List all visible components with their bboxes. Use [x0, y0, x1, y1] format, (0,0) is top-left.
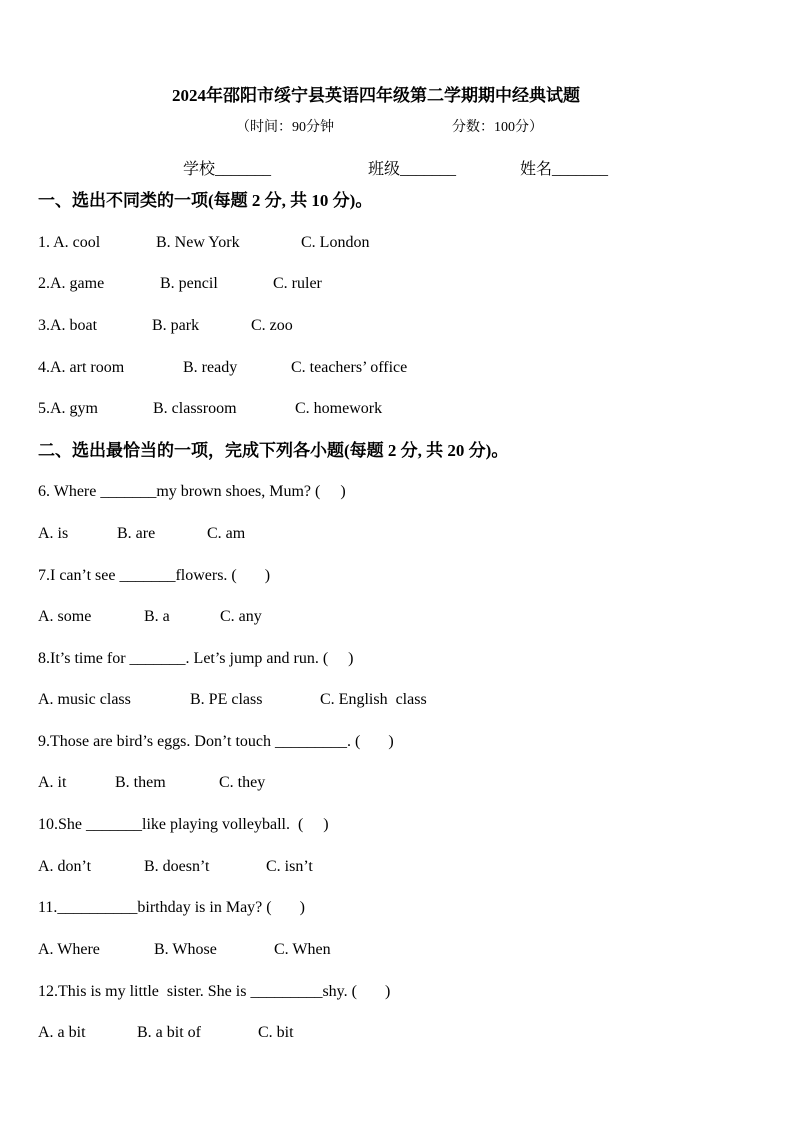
option-a[interactable]: A. is [38, 525, 69, 542]
option-b[interactable]: B. classroom [153, 400, 237, 417]
option-a[interactable]: 1. A. cool [38, 234, 101, 251]
option-c[interactable]: C. isn’t [266, 858, 313, 875]
option-c[interactable]: C. bit [258, 1024, 294, 1041]
name-field[interactable]: 姓名_______ [520, 161, 609, 178]
option-c[interactable]: C. zoo [251, 317, 293, 334]
option-a[interactable]: 2.A. game [38, 275, 105, 292]
option-b[interactable]: B. doesn’t [144, 858, 210, 875]
question-stem: 8.It’s time for _______. Let’s jump and run. ( ) [38, 650, 354, 667]
school-field[interactable]: 学校_______ [183, 161, 272, 178]
question-stem: 11.__________birthday is in May? ( ) [38, 899, 305, 916]
class-field[interactable]: 班级_______ [368, 161, 457, 178]
option-a[interactable]: A. don’t [38, 858, 92, 875]
option-a[interactable]: A. some [38, 608, 92, 625]
option-c[interactable]: C. London [301, 234, 370, 251]
option-a[interactable]: A. Where [38, 941, 100, 958]
option-c[interactable]: C. English class [320, 691, 427, 708]
option-b[interactable]: B. them [115, 774, 166, 791]
question-stem: 7.I can’t see _______flowers. ( ) [38, 567, 271, 584]
question-stem: 9.Those are bird’s eggs. Don’t touch _________. ( ) [38, 733, 394, 750]
question-stem: 10.She _______like playing volleyball. ( ) [38, 816, 329, 833]
option-a[interactable]: 4.A. art room [38, 359, 125, 376]
option-c[interactable]: C. ruler [273, 275, 322, 292]
option-b[interactable]: B. ready [183, 359, 238, 376]
option-b[interactable]: B. are [117, 525, 156, 542]
option-c[interactable]: C. any [220, 608, 262, 625]
exam-time: （时间：90分钟 [236, 120, 334, 135]
option-b[interactable]: B. PE class [190, 691, 263, 708]
option-a[interactable]: A. it [38, 774, 67, 791]
option-a[interactable]: A. music class [38, 691, 131, 708]
option-c[interactable]: C. homework [295, 400, 383, 417]
option-a[interactable]: A. a bit [38, 1024, 86, 1041]
question-stem: 12.This is my little sister. She is _________shy. ( ) [38, 983, 391, 1000]
option-a[interactable]: 5.A. gym [38, 400, 98, 417]
exam-score: 分数：100分） [452, 120, 543, 135]
option-b[interactable]: B. a bit of [137, 1024, 201, 1041]
option-b[interactable]: B. a [144, 608, 170, 625]
page-title: 2024年邵阳市绥宁县英语四年级第二学期期中经典试题 [172, 86, 580, 105]
option-b[interactable]: B. park [152, 317, 200, 334]
option-a[interactable]: 3.A. boat [38, 317, 98, 334]
section1-heading: 一、选出不同类的一项(每题 2 分, 共 10 分)。 [38, 191, 373, 210]
option-c[interactable]: C. am [207, 525, 246, 542]
question-stem: 6. Where _______my brown shoes, Mum? ( ) [38, 483, 346, 500]
option-c[interactable]: C. When [274, 941, 331, 958]
option-c[interactable]: C. teachers’ office [291, 359, 408, 376]
option-b[interactable]: B. New York [156, 234, 240, 251]
option-b[interactable]: B. pencil [160, 275, 218, 292]
option-c[interactable]: C. they [219, 774, 266, 791]
section2-heading: 二、选出最恰当的一项，完成下列各小题(每题 2 分, 共 20 分)。 [38, 441, 509, 460]
option-b[interactable]: B. Whose [154, 941, 217, 958]
